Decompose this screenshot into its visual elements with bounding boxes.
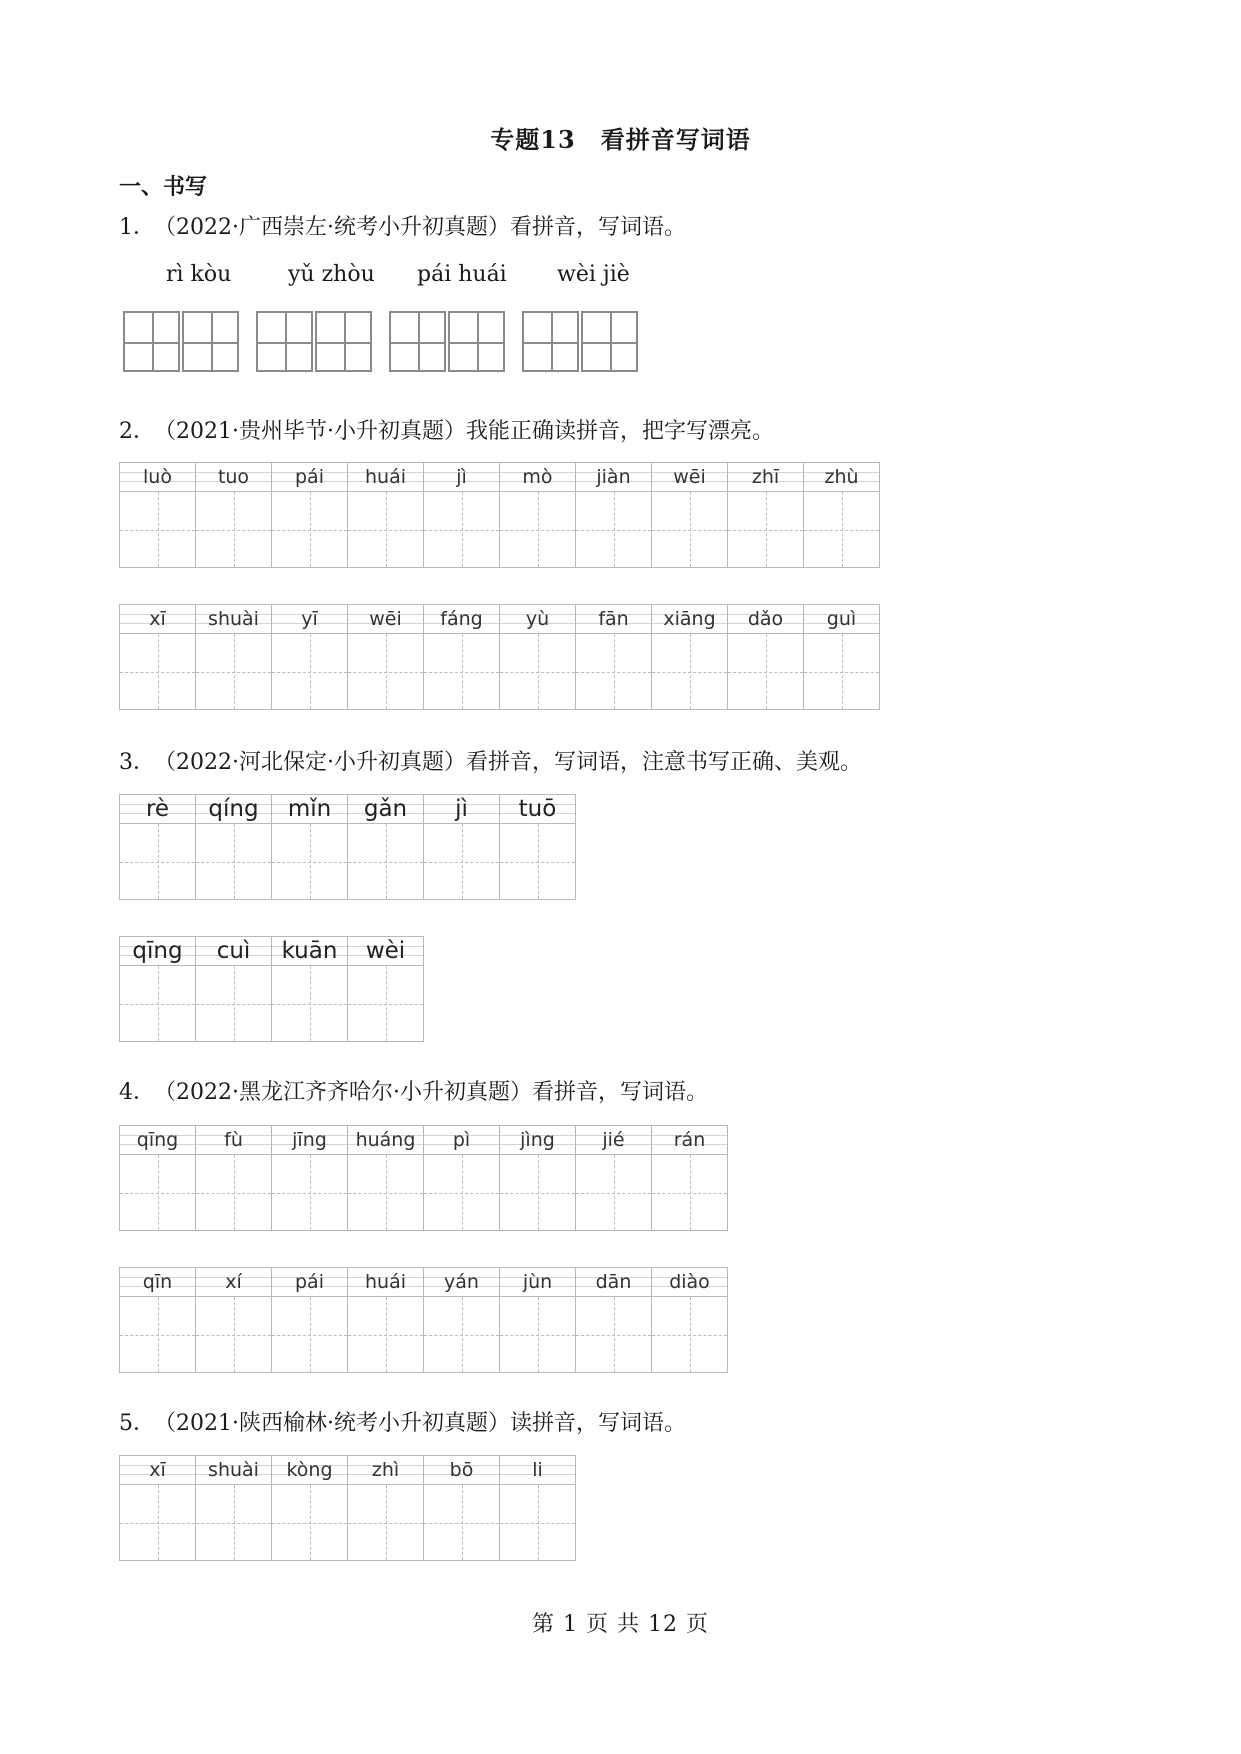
writing-box[interactable]: [424, 1155, 499, 1231]
pinyin-cell[interactable]: [348, 936, 424, 1042]
pinyin-label: bō: [449, 1459, 474, 1481]
writing-box[interactable]: [272, 634, 347, 710]
pinyin-cell[interactable]: [120, 1267, 196, 1373]
tianzige-cell[interactable]: [123, 311, 180, 372]
writing-box[interactable]: [500, 1485, 575, 1561]
pinyin-cell[interactable]: [424, 794, 500, 900]
writing-box[interactable]: [348, 824, 423, 900]
pinyin-label: kòng: [286, 1459, 333, 1481]
pinyin-cell[interactable]: [424, 1455, 500, 1561]
pinyin-cell[interactable]: [196, 1455, 272, 1561]
pinyin-label: tuō: [518, 796, 557, 822]
pinyin-label: zhī: [751, 466, 780, 488]
tianzige-cell[interactable]: [315, 311, 372, 372]
writing-box[interactable]: [500, 492, 575, 568]
q1-pinyin-1: rì kòu: [166, 262, 232, 287]
pinyin-label: pì: [452, 1129, 471, 1151]
pinyin-cell[interactable]: [500, 462, 576, 568]
pinyin-cell[interactable]: [120, 604, 196, 710]
writing-box[interactable]: [348, 966, 423, 1042]
question-number: 4．: [119, 1080, 155, 1105]
pinyin-label: shuài: [208, 608, 259, 630]
writing-box[interactable]: [652, 492, 727, 568]
pinyin-label: yán: [444, 1271, 479, 1293]
writing-box[interactable]: [196, 634, 271, 710]
q1-answer-box-2[interactable]: [256, 311, 372, 372]
q2-grid-row-1: [119, 462, 880, 568]
question-number: 2．: [119, 419, 155, 444]
pinyin-cell[interactable]: [120, 794, 196, 900]
q1-answer-box-1[interactable]: [123, 311, 239, 372]
q5-grid-row-1: [119, 1455, 576, 1561]
pinyin-cell[interactable]: [576, 462, 652, 568]
pinyin-label: pái: [295, 466, 324, 488]
question-number: 1．: [119, 215, 155, 240]
writing-box[interactable]: [120, 966, 195, 1042]
writing-box[interactable]: [272, 1485, 347, 1561]
writing-box[interactable]: [120, 1155, 195, 1231]
question-number: 5．: [119, 1411, 155, 1436]
writing-box[interactable]: [272, 492, 347, 568]
q1-pinyin-2: yǔ zhòu: [288, 262, 375, 287]
pinyin-label: xí: [225, 1271, 242, 1293]
tianzige-cell[interactable]: [581, 311, 638, 372]
pinyin-label: zhù: [824, 466, 859, 488]
question-3: [119, 748, 862, 778]
question-5: [119, 1409, 686, 1439]
pinyin-label: zhì: [371, 1459, 400, 1481]
pinyin-cell[interactable]: [500, 794, 576, 900]
pinyin-label: luò: [143, 466, 172, 488]
pinyin-cell[interactable]: [424, 462, 500, 568]
pinyin-cell[interactable]: [120, 1125, 196, 1231]
pinyin-cell[interactable]: [576, 604, 652, 710]
writing-box[interactable]: [500, 1155, 575, 1231]
pinyin-label: qīng: [132, 938, 183, 964]
section-heading: 一、书写: [119, 174, 208, 200]
pinyin-cell[interactable]: [804, 604, 880, 710]
writing-box[interactable]: [348, 492, 423, 568]
pinyin-cell[interactable]: [196, 794, 272, 900]
pinyin-label: kuān: [281, 938, 338, 964]
q3-grid-row-2: [119, 936, 424, 1042]
writing-box[interactable]: [120, 634, 195, 710]
pinyin-label: wēi: [673, 466, 706, 488]
page-footer: 第 1 页 共 12 页: [532, 1612, 709, 1637]
pinyin-label: huái: [364, 1271, 406, 1293]
writing-box[interactable]: [500, 634, 575, 710]
question-text: （2022·黑龙江齐齐哈尔·小升初真题）看拼音，写词语。: [165, 1080, 708, 1105]
pinyin-cell[interactable]: [196, 1267, 272, 1373]
pinyin-cell[interactable]: [652, 1125, 728, 1231]
pinyin-cell[interactable]: [804, 462, 880, 568]
pinyin-cell[interactable]: [348, 462, 424, 568]
writing-box[interactable]: [576, 1155, 651, 1231]
pinyin-cell[interactable]: [348, 1125, 424, 1231]
pinyin-label: mǐn: [287, 796, 332, 822]
writing-box[interactable]: [272, 824, 347, 900]
page-title: 专题13 看拼音写词语: [490, 125, 751, 154]
pinyin-cell[interactable]: [272, 1455, 348, 1561]
pinyin-label: jiàn: [596, 466, 631, 488]
writing-box[interactable]: [272, 1155, 347, 1231]
writing-box[interactable]: [424, 1485, 499, 1561]
pinyin-cell[interactable]: [576, 1267, 652, 1373]
writing-box[interactable]: [196, 1297, 271, 1373]
writing-box[interactable]: [196, 966, 271, 1042]
pinyin-cell[interactable]: [196, 604, 272, 710]
writing-box[interactable]: [424, 492, 499, 568]
pinyin-cell[interactable]: [348, 1267, 424, 1373]
writing-box[interactable]: [196, 1155, 271, 1231]
pinyin-label: jìng: [520, 1129, 555, 1151]
pinyin-cell[interactable]: [272, 936, 348, 1042]
pinyin-label: yù: [525, 608, 550, 630]
q4-grid-row-2: [119, 1267, 728, 1373]
pinyin-cell[interactable]: [120, 1455, 196, 1561]
pinyin-label: pái: [295, 1271, 324, 1293]
pinyin-label: rán: [673, 1129, 706, 1151]
pinyin-cell[interactable]: [120, 462, 196, 568]
writing-box[interactable]: [424, 824, 499, 900]
pinyin-cell[interactable]: [728, 462, 804, 568]
q4-grid-row-1: [119, 1125, 728, 1231]
q1-answer-box-4[interactable]: [522, 311, 638, 372]
pinyin-label: cuì: [216, 938, 251, 964]
pinyin-label: yī: [301, 608, 318, 630]
writing-box[interactable]: [500, 1297, 575, 1373]
pinyin-cell[interactable]: [424, 1125, 500, 1231]
pinyin-label: guì: [826, 608, 857, 630]
question-text: （2021·贵州毕节·小升初真题）我能正确读拼音，把字写漂亮。: [165, 419, 774, 444]
writing-box[interactable]: [196, 1485, 271, 1561]
pinyin-cell[interactable]: [272, 794, 348, 900]
pinyin-cell[interactable]: [652, 604, 728, 710]
pinyin-label: xiāng: [663, 608, 716, 630]
pinyin-cell[interactable]: [120, 936, 196, 1042]
pinyin-cell[interactable]: [196, 1125, 272, 1231]
question-1: [119, 213, 686, 243]
question-text: （2021·陕西榆林·统考小升初真题）读拼音，写词语。: [165, 1411, 686, 1436]
pinyin-label: diào: [669, 1271, 710, 1293]
pinyin-label: dǎo: [747, 608, 784, 630]
pinyin-label: dān: [595, 1271, 632, 1293]
pinyin-label: fān: [598, 608, 629, 630]
pinyin-cell[interactable]: [500, 604, 576, 710]
tianzige-cell[interactable]: [448, 311, 505, 372]
tianzige-cell[interactable]: [182, 311, 239, 372]
pinyin-cell[interactable]: [500, 1267, 576, 1373]
question-2: [119, 417, 774, 447]
pinyin-label: tuo: [217, 466, 250, 488]
writing-box[interactable]: [424, 1297, 499, 1373]
question-text: （2022·广西崇左·统考小升初真题）看拼音，写词语。: [165, 215, 686, 240]
pinyin-cell[interactable]: [348, 794, 424, 900]
pinyin-label: qīng: [136, 1129, 179, 1151]
q1-pinyin-4: wèi jiè: [557, 262, 630, 287]
writing-box[interactable]: [348, 1155, 423, 1231]
writing-box[interactable]: [348, 1485, 423, 1561]
writing-box[interactable]: [576, 1297, 651, 1373]
writing-box[interactable]: [348, 634, 423, 710]
writing-box[interactable]: [196, 824, 271, 900]
pinyin-label: li: [532, 1459, 543, 1481]
pinyin-label: jì: [455, 796, 468, 822]
pinyin-label: huáng: [355, 1129, 416, 1151]
q1-answer-box-3[interactable]: [389, 311, 505, 372]
writing-box[interactable]: [120, 824, 195, 900]
pinyin-cell[interactable]: [348, 604, 424, 710]
pinyin-cell[interactable]: [348, 1455, 424, 1561]
writing-box[interactable]: [348, 1297, 423, 1373]
writing-box[interactable]: [652, 1155, 727, 1231]
pinyin-cell[interactable]: [272, 462, 348, 568]
question-number: 3．: [119, 750, 155, 775]
writing-box[interactable]: [804, 492, 879, 568]
q1-pinyin-3: pái huái: [417, 262, 507, 287]
pinyin-cell[interactable]: [576, 1125, 652, 1231]
q3-grid-row-1: [119, 794, 576, 900]
pinyin-label: gǎn: [363, 796, 408, 822]
pinyin-label: jié: [602, 1129, 625, 1151]
writing-box[interactable]: [272, 966, 347, 1042]
writing-box[interactable]: [728, 634, 803, 710]
pinyin-cell[interactable]: [272, 1267, 348, 1373]
pinyin-cell[interactable]: [424, 1267, 500, 1373]
pinyin-label: jùn: [522, 1271, 553, 1293]
writing-box[interactable]: [120, 1297, 195, 1373]
pinyin-cell[interactable]: [424, 604, 500, 710]
pinyin-cell[interactable]: [196, 936, 272, 1042]
pinyin-label: mò: [522, 466, 553, 488]
writing-box[interactable]: [120, 1485, 195, 1561]
pinyin-label: qíng: [208, 796, 259, 822]
question-4: [119, 1078, 708, 1108]
pinyin-label: jì: [456, 466, 467, 488]
pinyin-label: wēi: [369, 608, 402, 630]
tianzige-cell[interactable]: [389, 311, 446, 372]
writing-box[interactable]: [576, 492, 651, 568]
writing-box[interactable]: [424, 634, 499, 710]
writing-box[interactable]: [500, 824, 575, 900]
pinyin-cell[interactable]: [728, 604, 804, 710]
pinyin-label: xī: [149, 1459, 166, 1481]
question-text: （2022·河北保定·小升初真题）看拼音，写词语，注意书写正确、美观。: [165, 750, 862, 775]
tianzige-cell[interactable]: [256, 311, 313, 372]
writing-box[interactable]: [804, 634, 879, 710]
pinyin-label: rè: [145, 796, 170, 822]
pinyin-label: qīn: [142, 1271, 173, 1293]
pinyin-label: shuài: [208, 1459, 259, 1481]
pinyin-label: fáng: [440, 608, 483, 630]
pinyin-label: wèi: [365, 938, 406, 964]
pinyin-label: jīng: [292, 1129, 327, 1151]
writing-box[interactable]: [652, 634, 727, 710]
pinyin-cell[interactable]: [272, 1125, 348, 1231]
pinyin-cell[interactable]: [652, 462, 728, 568]
pinyin-cell[interactable]: [500, 1455, 576, 1561]
writing-box[interactable]: [652, 1297, 727, 1373]
pinyin-cell[interactable]: [652, 1267, 728, 1373]
pinyin-cell[interactable]: [272, 604, 348, 710]
writing-box[interactable]: [196, 492, 271, 568]
pinyin-cell[interactable]: [500, 1125, 576, 1231]
pinyin-label: xī: [149, 608, 166, 630]
writing-box[interactable]: [272, 1297, 347, 1373]
pinyin-label: huái: [364, 466, 406, 488]
pinyin-label: fù: [224, 1129, 243, 1151]
writing-box[interactable]: [728, 492, 803, 568]
writing-box[interactable]: [120, 492, 195, 568]
pinyin-cell[interactable]: [196, 462, 272, 568]
writing-box[interactable]: [576, 634, 651, 710]
tianzige-cell[interactable]: [522, 311, 579, 372]
q2-grid-row-2: [119, 604, 880, 710]
